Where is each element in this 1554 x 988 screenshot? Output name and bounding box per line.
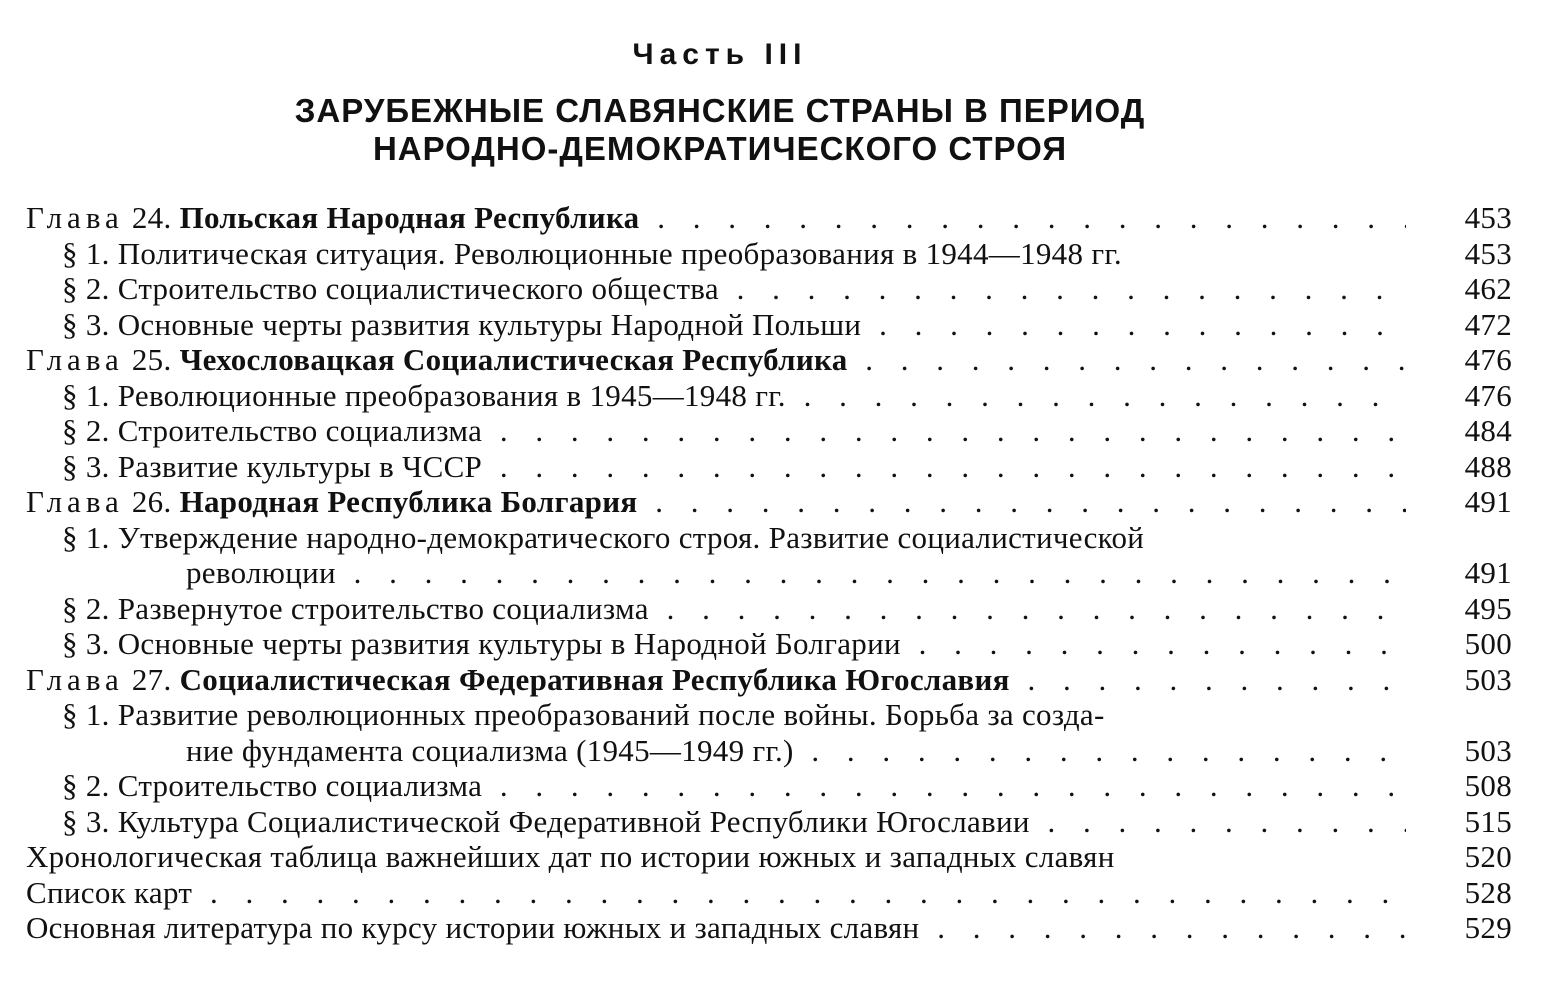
chapter-prefix: Глава bbox=[26, 484, 124, 519]
page-number: 472 bbox=[1464, 306, 1512, 342]
section-title: § 3. Основные черты развития культуры в Народной Болгарии . . . bbox=[0, 626, 1406, 662]
section-title: § 2. Строительство социалистического общества . . . bbox=[0, 271, 1406, 307]
page-number: 484 bbox=[1464, 413, 1512, 448]
chapter-prefix: Глава bbox=[26, 200, 124, 235]
page-number: 488 bbox=[1464, 448, 1512, 484]
toc-section-24-2 bbox=[0, 271, 1554, 307]
page-number: 476 bbox=[1464, 377, 1512, 413]
section-title-continued: революции . . . bbox=[0, 555, 1406, 591]
chapter-number: 25. bbox=[131, 342, 172, 377]
toc-chapter-24 bbox=[0, 200, 1554, 236]
part-title bbox=[0, 92, 1440, 168]
toc-section-27-1-cont bbox=[0, 733, 1554, 769]
page-number: 453 bbox=[1464, 235, 1512, 271]
toc-literature bbox=[0, 910, 1554, 946]
page-number: 500 bbox=[1464, 626, 1512, 661]
section-title: § 3. Культура Социалистической Федеративной Республики Югославии . . . bbox=[0, 804, 1406, 840]
toc-chapter-25 bbox=[0, 342, 1554, 378]
page-number: 520 bbox=[1464, 839, 1512, 874]
entry-title: Основная литература по курсу истории южных и западных славян . . . bbox=[0, 910, 1406, 946]
section-title: § 1. Развитие революционных преобразований после войны. Борьба за созда- bbox=[62, 697, 1105, 732]
chapter-title: Социалистическая Федеративная Республика Югославия bbox=[179, 661, 1010, 697]
toc-section-27-1 bbox=[0, 697, 1554, 733]
toc-section-26-1 bbox=[0, 520, 1554, 556]
chapter-prefix: Глава bbox=[26, 342, 124, 377]
chapter-number: 24. bbox=[131, 200, 172, 235]
toc-section-24-1 bbox=[0, 236, 1554, 272]
page-number: 491 bbox=[1464, 484, 1512, 519]
toc-section-27-2 bbox=[0, 768, 1554, 804]
page-number: 503 bbox=[1464, 661, 1512, 697]
page-number: 515 bbox=[1464, 803, 1512, 839]
section-title: § 2. Развернутое строительство социализма . . . bbox=[0, 591, 1406, 627]
page-number: 453 bbox=[1464, 200, 1512, 235]
section-title-continued: ние фундамента социализма (1945—1949 гг.) . . . bbox=[0, 733, 1406, 769]
part-title-line-2: НАРОДНО-ДЕМОКРАТИЧЕСКОГО СТРОЯ bbox=[372, 130, 1068, 167]
page-number: 529 bbox=[1464, 910, 1512, 945]
section-title: § 2. Строительство социализма . . . bbox=[0, 768, 1406, 804]
entry-title: Хронологическая таблица важнейших дат по истории южных и западных славян bbox=[26, 839, 1115, 874]
chapter-title: Народная Республика Болгария bbox=[179, 484, 638, 519]
part-title-line-1: ЗАРУБЕЖНЫЕ СЛАВЯНСКИЕ СТРАНЫ В ПЕРИОД bbox=[294, 92, 1146, 129]
page-number: 528 bbox=[1464, 874, 1512, 910]
toc-chapter-26 bbox=[0, 484, 1554, 520]
toc-section-24-3 bbox=[0, 307, 1554, 343]
page-number: 462 bbox=[1464, 271, 1512, 306]
section-title: § 1. Утверждение народно-демократического строя. Развитие социалистической bbox=[62, 519, 1145, 555]
toc-chronology bbox=[0, 839, 1554, 875]
page-number: 508 bbox=[1464, 768, 1512, 803]
toc-section-25-2 bbox=[0, 413, 1554, 449]
toc-section-25-3 bbox=[0, 449, 1554, 485]
page-number: 503 bbox=[1464, 732, 1512, 768]
section-title: § 3. Развитие культуры в ЧССР . . . bbox=[0, 449, 1406, 485]
section-title: § 1. Политическая ситуация. Революционные преобразования в 1944—1948 гг. bbox=[62, 235, 1122, 271]
toc-chapter-27 bbox=[0, 662, 1554, 698]
toc-maps bbox=[0, 875, 1554, 911]
page-number: 491 bbox=[1464, 555, 1512, 590]
toc-section-26-3 bbox=[0, 626, 1554, 662]
section-title: § 2. Строительство социализма . . . bbox=[0, 413, 1406, 449]
chapter-number: 27. bbox=[131, 661, 172, 697]
part-label: Часть III bbox=[632, 38, 808, 71]
toc-section-25-1 bbox=[0, 378, 1554, 414]
page-number: 476 bbox=[1464, 342, 1512, 377]
chapter-prefix: Глава bbox=[26, 661, 124, 697]
chapter-number: 26. bbox=[131, 484, 172, 519]
chapter-title: Чехословацкая Социалистическая Республика bbox=[179, 342, 848, 377]
toc-section-27-3 bbox=[0, 804, 1554, 840]
section-title: § 3. Основные черты развития культуры Народной Польши . . . bbox=[0, 307, 1406, 343]
toc-section-26-2 bbox=[0, 591, 1554, 627]
table-of-contents bbox=[0, 200, 1554, 946]
toc-section-26-1-cont bbox=[0, 555, 1554, 591]
section-title: § 1. Революционные преобразования в 1945—1948 гг. . . . bbox=[0, 378, 1406, 414]
entry-title: Список карт . . . bbox=[0, 875, 1406, 911]
chapter-title: Польская Народная Республика bbox=[179, 200, 640, 235]
page-number: 495 bbox=[1464, 590, 1512, 626]
